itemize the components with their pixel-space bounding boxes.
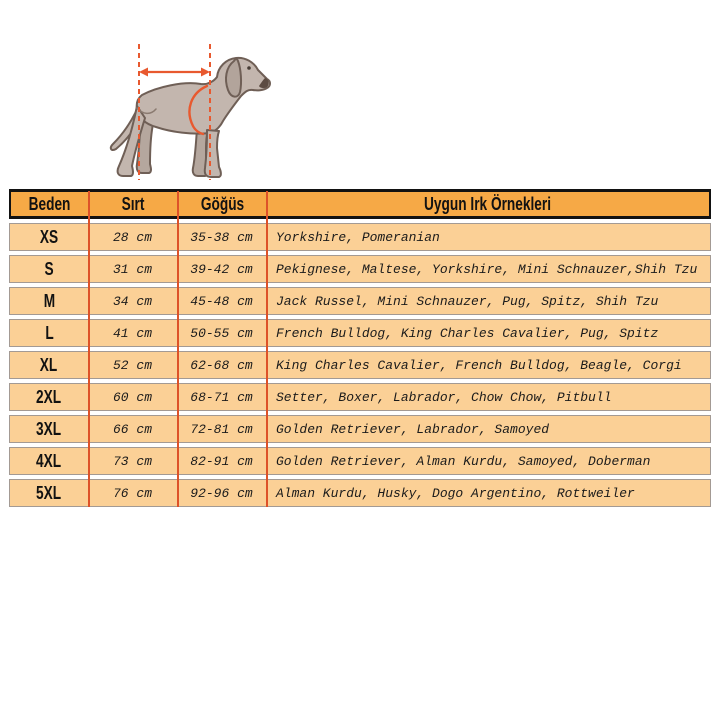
table-row-2xl — [9, 383, 711, 411]
size-cell: L — [44, 322, 54, 343]
back-cell: 52 cm — [112, 357, 152, 373]
table-row-xl — [9, 351, 711, 379]
size-cell: XL — [40, 354, 58, 375]
header-breeds: Uygun Irk Örnekleri — [424, 193, 552, 214]
table-row-xs — [9, 223, 711, 251]
back-cell: 34 cm — [112, 293, 152, 309]
breeds-cell: Alman Kurdu, Husky, Dogo Argentino, Rottweiler — [276, 485, 635, 501]
back-cell: 60 cm — [112, 389, 152, 405]
chest-cell: 45-48 cm — [190, 293, 253, 309]
chest-cell: 92-96 cm — [190, 485, 253, 501]
breeds-cell: Yorkshire, Pomeranian — [276, 229, 440, 245]
dog-near-front-leg — [205, 130, 221, 177]
back-cell: 28 cm — [112, 229, 152, 245]
breeds-cell: Jack Russel, Mini Schnauzer, Pug, Spitz, Shih Tzu — [276, 293, 659, 309]
dog-eye — [247, 66, 251, 70]
size-cell: M — [43, 290, 55, 311]
size-cell: S — [44, 258, 54, 279]
table-row-3xl — [9, 415, 711, 443]
header-size: Beden — [29, 193, 71, 214]
size-cell: 2XL — [36, 386, 62, 407]
size-cell: 5XL — [36, 482, 62, 503]
chest-cell: 50-55 cm — [190, 325, 253, 341]
table-row-s — [9, 255, 711, 283]
table-row-m — [9, 287, 711, 315]
table-row-l — [9, 319, 711, 347]
chest-cell: 72-81 cm — [190, 421, 253, 437]
breeds-cell: Setter, Boxer, Labrador, Chow Chow, Pitbull — [276, 389, 612, 405]
breeds-cell: Golden Retriever, Alman Kurdu, Samoyed, Doberman — [276, 453, 651, 469]
back-cell: 73 cm — [112, 453, 152, 469]
breeds-cell: Golden Retriever, Labrador, Samoyed — [276, 421, 550, 437]
size-cell: 3XL — [36, 418, 62, 439]
chest-cell: 68-71 cm — [190, 389, 253, 405]
back-cell: 76 cm — [112, 485, 152, 501]
back-cell: 41 cm — [112, 325, 152, 341]
breeds-cell: French Bulldog, King Charles Cavalier, Pug, Spitz — [276, 325, 659, 341]
size-table — [9, 189, 711, 507]
table-row-5xl — [9, 479, 711, 507]
dog-illustration — [95, 36, 280, 188]
back-length-arrowhead-right — [201, 68, 210, 77]
chest-cell: 35-38 cm — [190, 229, 253, 245]
table-row-4xl — [9, 447, 711, 475]
breeds-cell: Pekignese, Maltese, Yorkshire, Mini Schnauzer,Shih Tzu — [276, 261, 698, 277]
size-cell: 4XL — [36, 450, 62, 471]
size-cell: XS — [39, 226, 59, 247]
size-table-header — [9, 189, 711, 219]
chest-cell: 62-68 cm — [190, 357, 253, 373]
chest-cell: 82-91 cm — [190, 453, 253, 469]
header-back: Sırt — [122, 193, 145, 214]
back-cell: 31 cm — [112, 261, 152, 277]
back-cell: 66 cm — [112, 421, 152, 437]
header-chest: Göğüs — [200, 193, 245, 214]
back-length-arrowhead-left — [139, 68, 148, 77]
chest-cell: 39-42 cm — [190, 261, 253, 277]
dog-illustration-svg — [95, 36, 280, 188]
breeds-cell: King Charles Cavalier, French Bulldog, Beagle, Corgi — [276, 357, 682, 373]
